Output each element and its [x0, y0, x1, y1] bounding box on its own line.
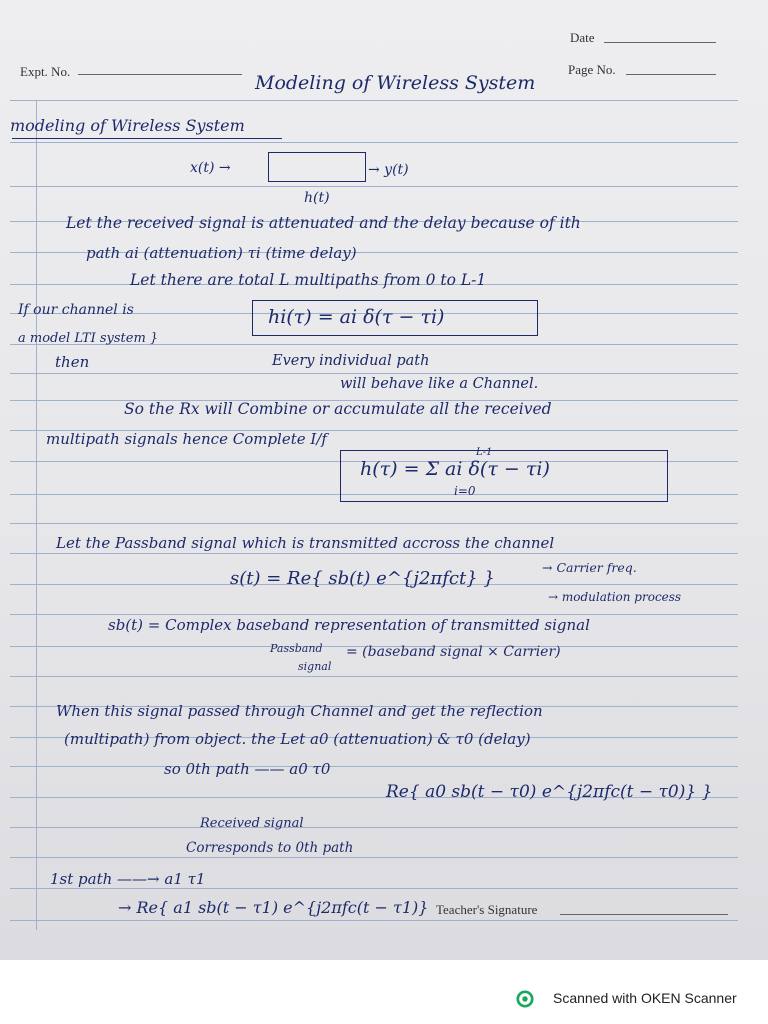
note-line: If our channel is	[18, 302, 134, 318]
diagram-input: x(t) →	[190, 160, 231, 176]
note-line: multipath signals hence Complete I/f	[46, 430, 327, 448]
diagram-output: → y(t)	[368, 162, 409, 178]
note-line: path ai (attenuation) τi (time delay)	[86, 244, 357, 262]
teacher-signature-label: Teacher's Signature	[436, 902, 538, 917]
date-label: Date	[570, 30, 595, 45]
diagram-label: h(t)	[304, 190, 330, 206]
signature-line	[560, 914, 728, 915]
page-title: Modeling of Wireless System	[255, 72, 536, 94]
expt-no-label: Expt. No.	[20, 64, 71, 79]
annotation-modulation: → modulation process	[548, 590, 682, 604]
note-line: will behave like a Channel.	[340, 376, 539, 392]
date-line	[604, 42, 716, 43]
note-line: so 0th path —— a0 τ0	[164, 760, 331, 778]
channel-block	[268, 152, 366, 182]
scanner-logo-icon	[516, 990, 534, 1008]
note-line: Passband	[270, 642, 323, 655]
equation-path1: → Re{ a1 sb(t − τ1) e^{j2πfc(t − τ1)}	[118, 898, 429, 917]
scanner-watermark: Scanned with OKEN Scanner	[553, 990, 737, 1006]
page-line	[626, 74, 716, 75]
note-line: Let there are total L multipaths from 0 to L-1	[130, 271, 487, 289]
note-line: Every individual path	[272, 353, 430, 369]
heading-underline	[12, 138, 282, 139]
note-heading: modeling of Wireless System	[10, 116, 245, 135]
note-line: (multipath) from object. the Let a0 (attenuation) & τ0 (delay)	[64, 730, 531, 748]
note-line: Received signal	[200, 816, 304, 831]
sum-lower-limit: i=0	[454, 484, 476, 498]
note-line: = (baseband signal × Carrier)	[346, 644, 561, 660]
note-line: Corresponds to 0th path	[186, 840, 354, 856]
note-line: a model LTI system }	[18, 331, 159, 346]
annotation-carrier: → Carrier freq.	[542, 560, 637, 575]
sum-upper-limit: L-1	[476, 447, 493, 458]
equation-total-response: h(τ) = Σ ai δ(τ − τi)	[360, 458, 550, 480]
note-line: signal	[298, 660, 332, 673]
note-line: So the Rx will Combine or accumulate all the received	[124, 400, 552, 418]
note-line: sb(t) = Complex baseband representation of transmitted signal	[108, 616, 590, 634]
page-no-label: Page No.	[568, 62, 616, 77]
note-line: Let the received signal is attenuated and the delay because of ith	[66, 214, 581, 232]
equation-path0: Re{ a0 sb(t − τ0) e^{j2πfc(t − τ0)} }	[386, 782, 713, 802]
margin-line	[36, 100, 37, 930]
equation-passband: s(t) = Re{ sb(t) e^{j2πfct} }	[230, 568, 495, 589]
note-line: 1st path ——→ a1 τ1	[50, 870, 206, 888]
expt-line	[78, 74, 242, 75]
equation-impulse-path: hi(τ) = ai δ(τ − τi)	[268, 306, 445, 328]
note-line: When this signal passed through Channel and get the reflection	[56, 702, 543, 720]
note-line: Let the Passband signal which is transmitted accross the channel	[56, 534, 555, 552]
note-line: then	[55, 353, 90, 371]
